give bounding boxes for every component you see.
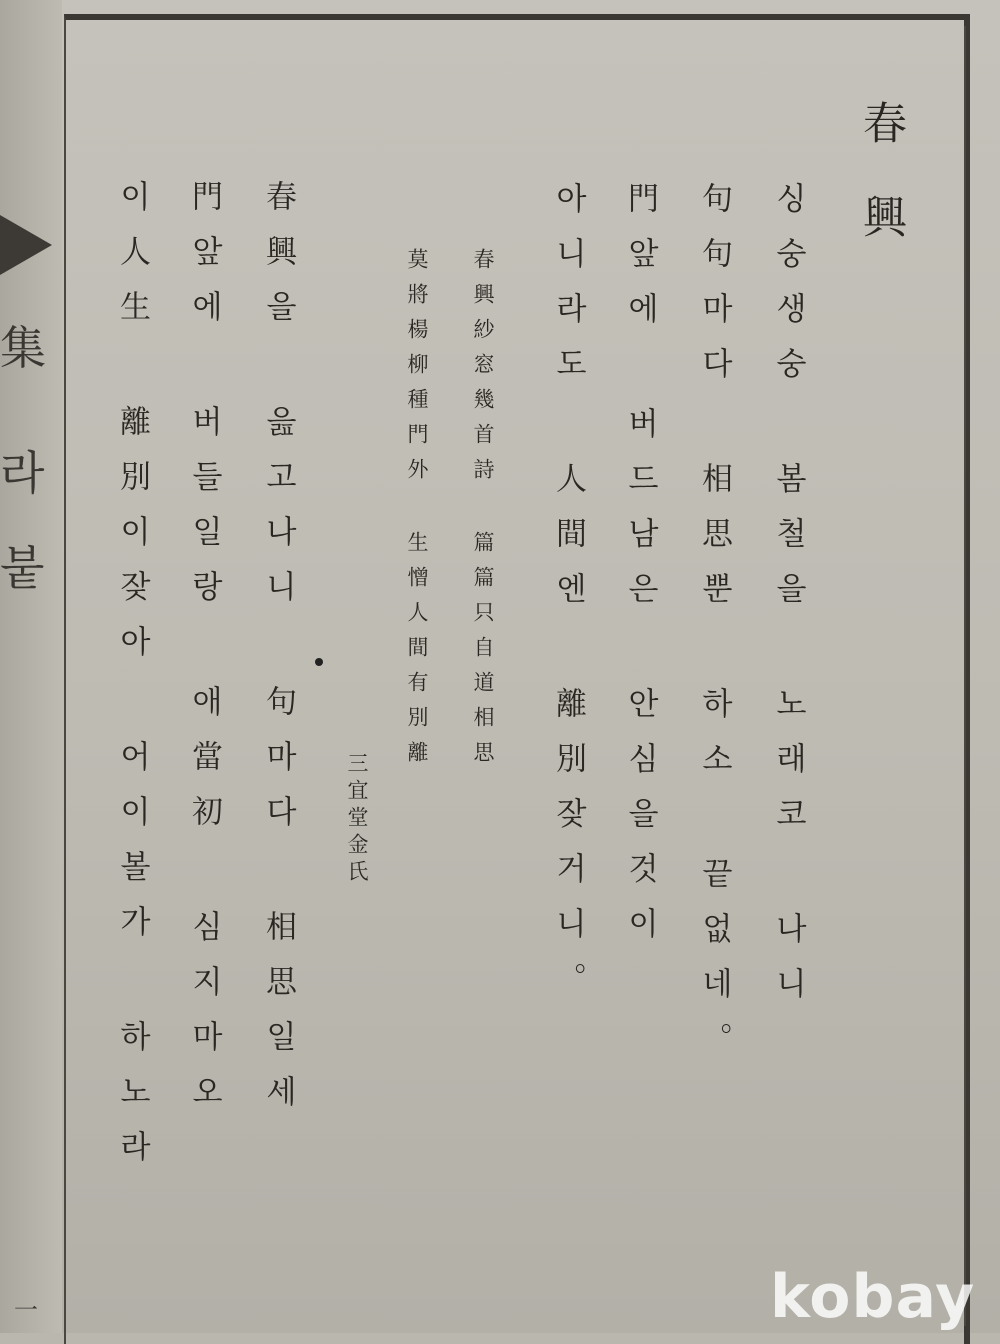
margin-glyph-top: 集	[0, 321, 46, 375]
ornament-triangle	[0, 215, 52, 275]
hanja-line-1: 春興紗窓幾首詩 篇篇只自道相思	[471, 248, 495, 776]
margin-glyph-mid: 라	[0, 446, 45, 500]
poem2-line-1: 春興을 읊고나니 句마다 相思일세	[260, 180, 296, 1130]
page-number: 一	[14, 1296, 38, 1324]
poem1-line-1: 싱숭생숭 봄철을 노래코 나니	[770, 182, 806, 1022]
watermark-logo: kobay	[770, 1262, 976, 1332]
poem-title: 春興	[855, 100, 906, 288]
poem1-line-3: 門앞에 버드남은 안심을것이	[622, 182, 658, 962]
margin-glyph-low: 붙	[0, 541, 45, 595]
hanja-author: 三宜堂金氏	[345, 752, 369, 887]
page-border-inner-rule	[964, 26, 966, 1326]
poem1-line-4: 아니라도 人間엔 離別잦거니。	[550, 182, 586, 1017]
ink-dot	[315, 658, 323, 666]
poem2-line-2: 門앞에 버들일랑 애當初 심지마오	[186, 180, 222, 1130]
adjacent-page-strip	[0, 0, 62, 1333]
hanja-line-2: 莫將楊柳種門外 生憎人間有別離	[405, 248, 429, 776]
poem1-line-2: 句句마다 相思뿐 하소 끝없네。	[696, 182, 732, 1077]
poem2-line-3: 이人生 離別이잦아 어이볼가 하노라	[114, 180, 150, 1185]
